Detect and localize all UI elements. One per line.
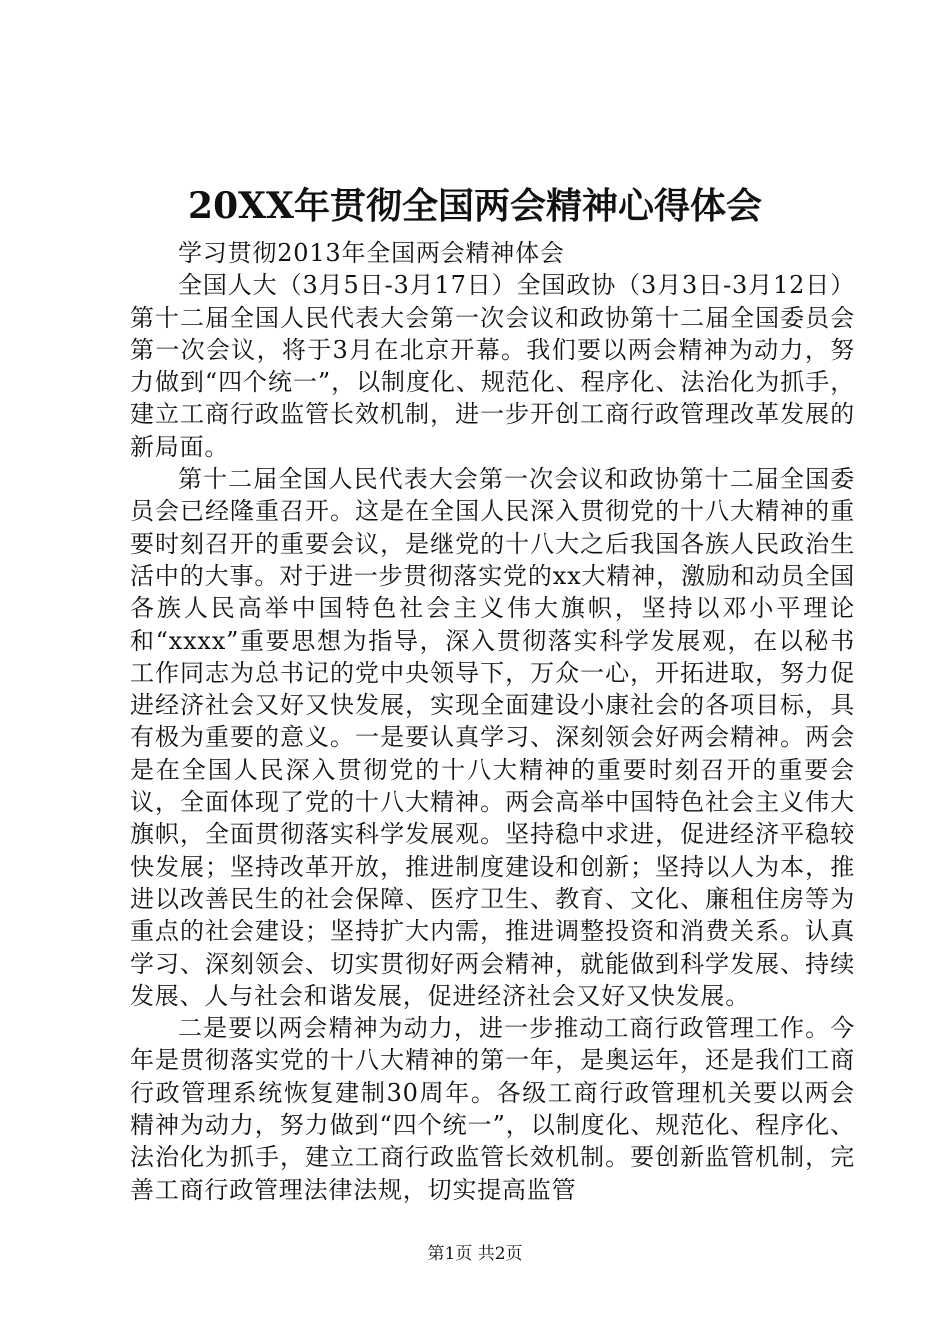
document-body — [130, 237, 855, 1206]
paragraph-subtitle: 学习贯彻2013年全国两会精神体会 — [178, 239, 565, 267]
paragraph-2: 第十二届全国人民代表大会第一次会议和政协第十二届全国委员会已经隆重召开。这是在全国人民深入贯彻党的十八大精神的重要时刻召开的重要会议，是继党的十八大之后我国各族人民政治生活中的大事。对于进一步贯彻落实党的xx大精神，激励和动员全国各族人民高举中国特色社会主义伟大旗帜，坚持以邓小平理论和“xxxx”重要思想为指导，深入贯彻落实科学发展观，在以秘书工作同志为总书记的党中央领导下，万众一心，开拓进取，努力促进经济社会又好又快发展，实现全面建设小康社会的各项目标，具有极为重要的意义。一是要认真学习、深刻领会好两会精神。两会是在全国人民深入贯彻党的十八大精神的重要时刻召开的重要会议，全面体现了党的十八大精神。两会高举中国特色社会主义伟大旗帜，全面贯彻落实科学发展观。坚持稳中求进，促进经济平稳较快发展；坚持改革开放，推进制度建设和创新；坚持以人为本，推进以改善民生的社会保障、医疗卫生、教育、文化、廉租住房等为重点的社会建设；坚持扩大内需，推进调整投资和消费关系。认真学习、深刻领会、切实贯彻好两会精神，就能做到科学发展、持续发展、人与社会和谐发展，促进经济社会又好又快发展。 — [130, 465, 855, 1010]
paragraph-1: 全国人大（3月5日-3月17日）全国政协（3月3日-3月12日）第十二届全国人民代表大会第一次会议和政协第十二届全国委员会第一次会议，将于3月在北京开幕。我们要以两会精神为动力，努力做到“四个统一”，以制度化、规范化、程序化、法治化为抓手，建立工商行政监管长效机制，进一步开创工商行政管理改革发展的新局面。 — [130, 271, 855, 461]
document-title: 20XX年贯彻全国两会精神心得体会 — [188, 185, 762, 227]
paragraph-3: 二是要以两会精神为动力，进一步推动工商行政管理工作。今年是贯彻落实党的十八大精神的第一年，是奥运年，还是我们工商行政管理系统恢复建制30周年。各级工商行政管理机关要以两会精神为动力，努力做到“四个统一”，以制度化、规范化、程序化、法治化为抓手，建立工商行政监管长效机制。要创新监管机制，完善工商行政管理法律法规，切实提高监管 — [130, 1014, 855, 1204]
page-number-footer: 第1页 共2页 — [427, 1244, 523, 1264]
